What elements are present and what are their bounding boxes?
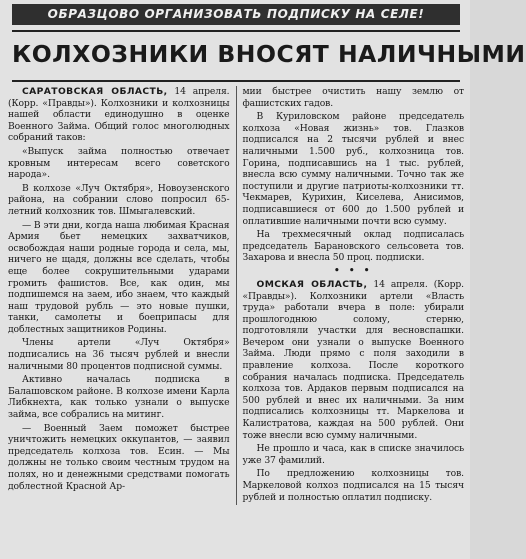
paragraph: — В эти дни, когда наша любимая Красная Армия бьет немецких захватчиков, освобождая наши родные города и села, мы, ничего не щадя, должны все сделать, чтобы еще более сокрушительными ударами громить фашистов. Все, как один, мы подпишемся на заем, ибо знаем, что каждый наш трудовой рубль — это новые пушки, танки, самолеты и боеприпасы для доблестных защитников Родины. (8, 219, 230, 335)
omsk-lead-text: 14 апреля. (Корр. «Правды»). Колхозники артели «Власть труда» работали вчера в поле: убирали прошлогоднюю солому, стерню, подготовляли участки для весновспашки. Вечером они узнали о выпуске Военного Займа. Люди прямо с поля заходили в правление колхоза. После короткого собрания началась подписка. Председатель колхоза тов. Ардаков первым подписался на 500 рублей и внес их наличными. За ним подписались колхозницы тт. Маркелова и Калистратова, каждая на 500 рублей. Они тоже внесли всю сумму наличными. (242, 278, 465, 441)
right-column (237, 86, 465, 505)
saratov-dateline: САРАТОВСКАЯ ОБЛАСТЬ, (22, 86, 168, 97)
paragraph: В колхозе «Луч Октября», Новоузенского района, на собрании слово попросил 65-летний колхозник тов. Шмыгалевский. (8, 182, 230, 217)
paragraph: По предложению колхозницы тов. Маркеловой колхоз подписался на 15 тысяч рублей и полностью оплатил подписку. (242, 468, 464, 503)
saratov-lead-text: 14 апреля. (Корр. «Правды»). Колхозники и колхозницы нашей области единодушно в оценке Военного Займа. Общий голос многолюдных собраний таков: (8, 86, 230, 144)
paragraph: мии быстрее очистить нашу землю от фашистских гадов. (242, 86, 464, 109)
article-body (8, 86, 464, 505)
slogan-banner: ОБРАЗЦОВО ОРГАНИЗОВАТЬ ПОДПИСКУ НА СЕЛЕ! (12, 4, 460, 25)
paragraph: Активно началась подписка в Балашовском районе. В колхозе имени Карла Либкнехта, как только узнали о выпуске займа, все собрались на митинг. (8, 374, 230, 421)
omsk-dateline: ОМСКАЯ ОБЛАСТЬ, (256, 278, 368, 290)
paragraph: В Куриловском районе председатель колхоза «Новая жизнь» тов. Глазков подписался на 2 тысячи рублей и внес наличными 1.500 руб., колхозница тов. Горина, подписавшись на 1 тыс. рублей, внесла всю сумму наличными. Точно так же поступили и другие патриоты-колхозники тт. Чекмарев, Курихин, Киселева, Анисимов, подписавшиеся от 600 до 1.500 рублей и оплатившие наличными почти всю сумму. (242, 111, 464, 227)
section-divider: • • • (333, 265, 373, 276)
paragraph: — Военный Заем поможет быстрее уничтожить немецких оккупантов, — заявил председатель колхоза тов. Есин. — Мы должны не только своим честным трудом на полях, но и денежными средствами помогать доблестной Красной Ар- (8, 422, 230, 492)
saratov-lead-paragraph (8, 86, 230, 144)
paragraph: Члены артели «Луч Октября» подписались на 36 тысяч рублей и внесли наличными 80 процентов подписной суммы. (8, 337, 230, 372)
paragraph: На трехмесячный оклад подписалась председатель Барановского сельсовета тов. Захарова и внесла 50 проц. подписки. (242, 229, 464, 264)
article-headline: КОЛХОЗНИКИ ВНОСЯТ НАЛИЧНЫМИ (12, 30, 460, 82)
omsk-lead-paragraph (243, 279, 465, 441)
paragraph: «Выпуск займа полностью отвечает кровным интересам всего советского народа». (8, 145, 230, 181)
paragraph: Не прошло и часа, как в списке значилось уже 37 фамилий. (242, 443, 464, 466)
left-column (8, 86, 237, 505)
